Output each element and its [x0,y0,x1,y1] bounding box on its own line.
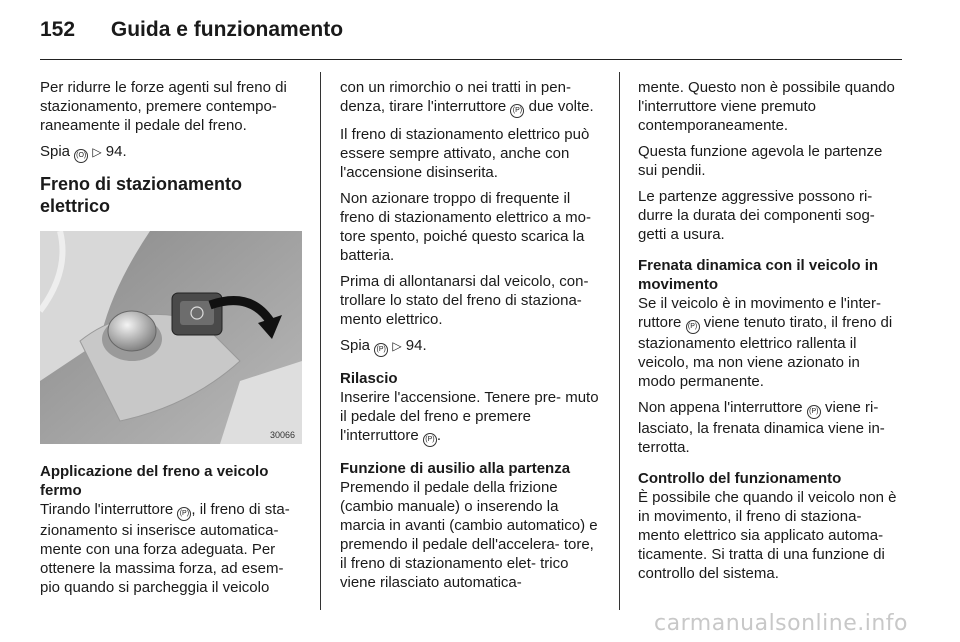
paragraph: Prima di allontanarsi dal veicolo, con- trollare lo stato del freno di staziona- mento elettrico. [340,273,589,328]
reference-arrow-icon: ▷ [392,339,402,353]
paragraph: Inserire l'accensione. Tenere pre- muto il pedale del freno e premere l'interruttore (P) . [340,388,602,447]
parking-switch-icon: (P) [510,104,524,118]
column-1 [40,78,302,604]
paragraph: Questa funzione agevola le partenze sui pendii. [638,143,883,179]
subheading: Rilascio [340,370,398,387]
watermark: carmanualsonline.info [654,611,908,636]
page-number: 152 [40,18,76,41]
subheading: Frenata dinamica con il veicolo in movimento [638,257,879,293]
column-3 [638,78,900,590]
parking-switch-icon: (P) [686,320,700,334]
paragraph: Il freno di stazionamento elettrico può essere sempre attivato, anche con l'accensione disinserita. [340,126,590,181]
subheading: Applicazione del freno a veicolo fermo [40,463,269,499]
paragraph: È possibile che quando il veicolo non è in movimento, il freno di staziona- mento elettrico sia applicato automa- ticamente. Si tratta di una funzione di controllo del sistema. [638,489,897,582]
paragraph: Non azionare troppo di frequente il freno di stazionamento elettrico a mo- tore spento, poiché questo scarica la batteria. [340,190,591,264]
page-title: Guida e funzionamento [110,18,344,41]
brake-lamp-icon: (O) [74,149,88,163]
paragraph: Non appena l'interruttore (P) viene ri- lasciato, la frenata dinamica viene in- terrotta. [638,399,885,456]
reference-arrow-icon: ▷ [92,145,102,159]
column-divider [619,72,620,610]
parking-switch-icon: (P) [177,507,191,521]
image-code: 30066 [270,430,296,440]
paragraph: mente. Questo non è possibile quando l'interruttore viene premuto contemporaneamente. [638,79,895,134]
paragraph: Tirando l'interruttore (P) , il freno di sta- zionamento si inserisce automatica- mente con una forza adeguata. Per ottenere la massima forza, ad esem- pio quando si parcheggia il veicolo [40,501,290,596]
paragraph: Spia (P) ▷ 94. [340,336,602,357]
column-divider [320,72,321,610]
paragraph: Per ridurre le forze agenti sul freno di stazionamento, premere contempo- raneamente il pedale del freno. [40,79,287,134]
parking-switch-icon: (P) [423,433,437,447]
paragraph: con un rimorchio o nei tratti in pen- denza, tirare l'interruttore (P) due volte. [340,78,602,118]
page-header [40,18,343,42]
subheading: Controllo del funzionamento [638,470,842,487]
paragraph: Le partenze aggressive possono ri- durre la durata dei componenti sog- getti a usura. [638,188,875,243]
header-rule [40,59,902,60]
column-2 [340,78,602,599]
parking-brake-switch-photo [40,231,302,444]
subheading: Funzione di ausilio alla partenza [340,460,571,477]
parking-switch-icon: (P) [807,405,821,419]
paragraph: Se il veicolo è in movimento e l'inter- ruttore (P) viene tenuto tirato, il freno di stazionamento elettrico rallenta il veicolo, ma non viene azionato in modo permanente. [638,295,893,390]
section-heading: Freno di stazionamento elettrico [40,174,243,216]
paragraph: Premendo il pedale della frizione (cambio manuale) o inserendo la marcia in avanti (cambio automatico) e premendo il pedale dell'accelera- tore, il freno di stazionamento elet- trico viene rilasciato automatica- [340,479,598,591]
paragraph: Spia (O) ▷ 94. [40,142,302,163]
parking-switch-icon: (P) [374,343,388,357]
